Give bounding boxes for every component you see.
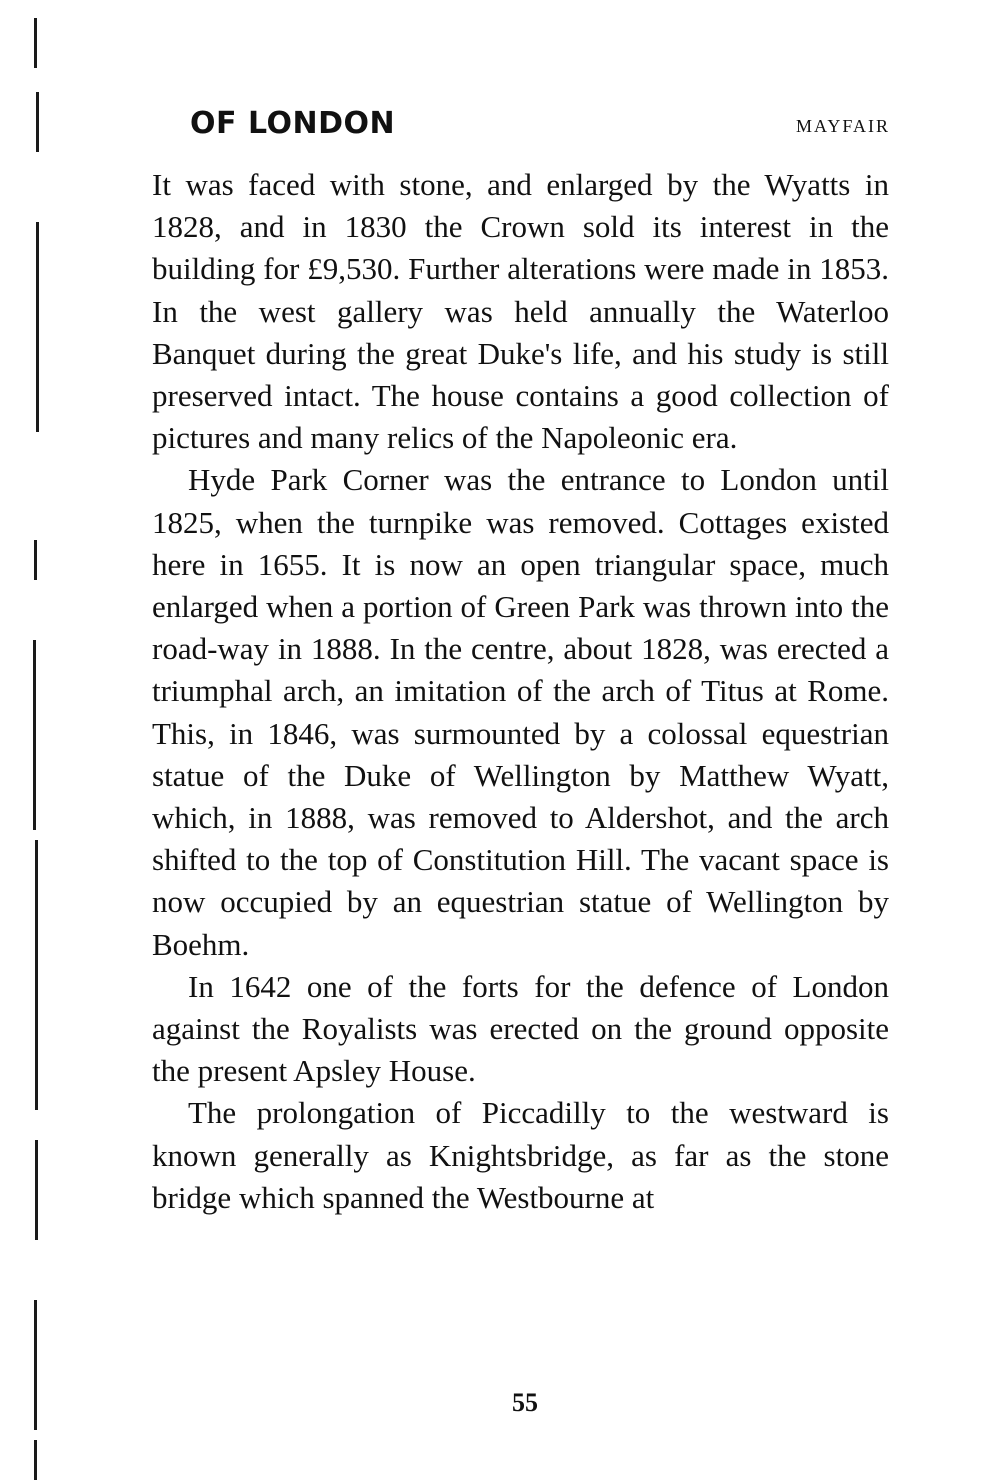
- scan-edge-mark: [36, 92, 39, 152]
- running-head-title: OF LONDON: [190, 106, 396, 141]
- body-text: [152, 164, 889, 1219]
- paragraph: The prolongation of Piccadilly to the westward is known generally as Knightsbridge, as far as the stone bridge which spanned the Westbourne at: [152, 1095, 889, 1215]
- running-head-section: MAYFAIR: [795, 116, 890, 136]
- scan-edge-mark: [34, 1440, 37, 1480]
- scan-edge-mark: [34, 540, 37, 580]
- running-head: [190, 106, 890, 146]
- paragraph: Hyde Park Corner was the entrance to London until 1825, when the turnpike was removed. Cottages existed here in 1655. It is now an open triangular space, much enlarged when a portion of Green Park was thrown into the road-way in 1888. In the centre, about 1828, was erected a triumphal arch, an imitation of the arch of Titus at Rome. This, in 1846, was surmounted by a colossal equestrian statue of the Duke of Wellington by Matthew Wyatt, which, in 1888, was removed to Aldershot, and the arch shifted to the top of Constitution Hill. The vacant space is now occupied by an equestrian statue of Wellington by Boehm.: [152, 462, 889, 962]
- scan-edge-mark: [35, 1140, 38, 1240]
- paragraph: It was faced with stone, and enlarged by the Wyatts in 1828, and in 1830 the Crown sold its interest in the building for £9,530. Further alterations were made in 1853. In the west gallery was held annually the Waterloo Banquet during the great Duke's life, and his study is still preserved intact. The house contains a good collection of pictures and many relics of the Napoleonic era.: [152, 167, 889, 456]
- scan-edge-mark: [36, 222, 39, 432]
- scan-edge-mark: [34, 18, 37, 68]
- scan-edge-mark: [33, 640, 36, 830]
- scan-edge-mark: [35, 840, 38, 1110]
- page-number: 55: [512, 1388, 538, 1417]
- paragraph: In 1642 one of the forts for the defence of London against the Royalists was erected on the ground opposite the present Apsley House.: [152, 968, 889, 1089]
